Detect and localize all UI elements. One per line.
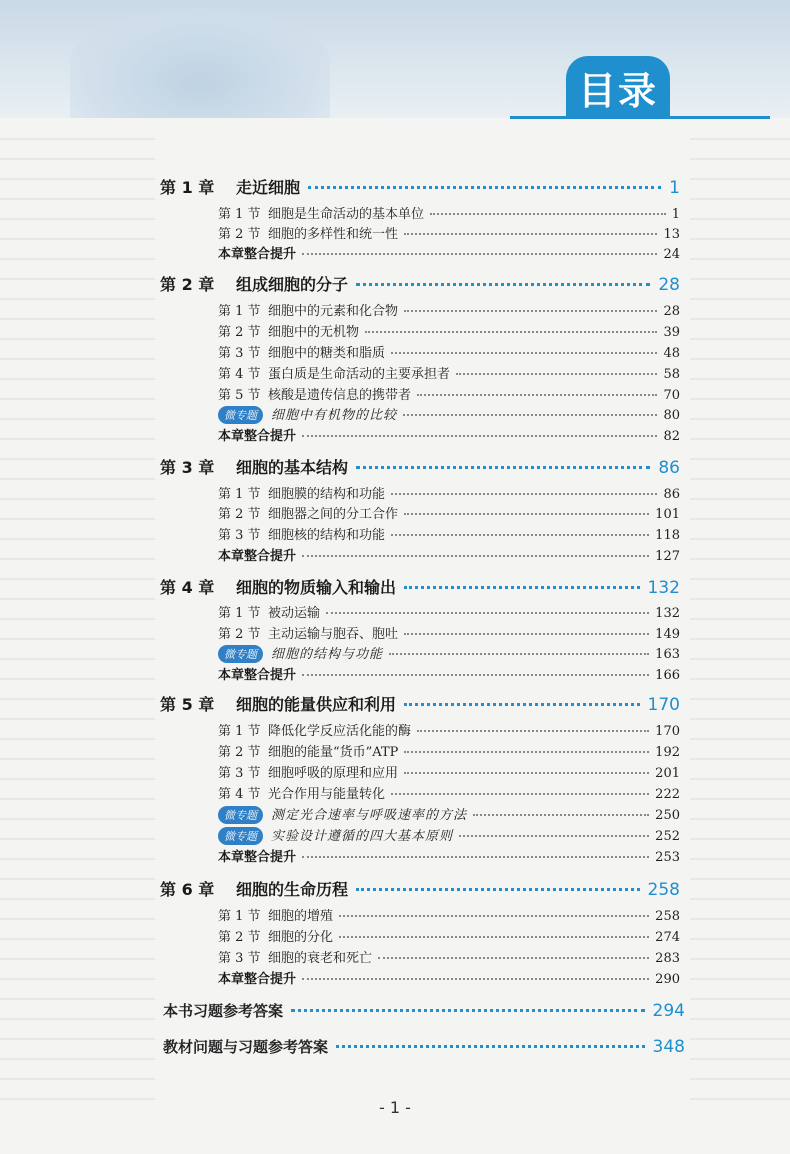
dot-leader: [391, 534, 649, 536]
dot-leader: [456, 373, 657, 375]
section-title: 细胞中的无机物: [268, 325, 360, 340]
section-title: 细胞是生命活动的基本单位: [268, 207, 425, 222]
special-topic-page: 163: [655, 647, 680, 662]
chapter-title: 走近细胞: [236, 178, 301, 197]
section-title: 蛋白质是生命活动的主要承担者: [268, 367, 451, 382]
section-page: 13: [663, 227, 680, 242]
toc-summary[interactable]: [218, 243, 680, 262]
section-page: 101: [655, 507, 680, 522]
dot-leader: [302, 674, 649, 676]
section-label: 第 3 节: [218, 951, 261, 966]
chapter-page: 86: [658, 458, 680, 478]
chapter-page: 258: [647, 880, 680, 900]
section-page: 1: [671, 207, 680, 222]
section-title: 细胞呼吸的原理和应用: [268, 766, 399, 781]
toc-section[interactable]: [218, 762, 680, 781]
toc-special-topic[interactable]: [218, 825, 680, 845]
section-title: 细胞中的元素和化合物: [268, 304, 399, 319]
section-page: 86: [663, 487, 680, 502]
answers-title: 本书习题参考答案: [163, 1002, 284, 1020]
dot-leader: [391, 352, 657, 354]
chapter-label: 第 4 章: [160, 578, 215, 597]
toc-section[interactable]: [218, 741, 680, 760]
dot-leader: [417, 394, 657, 396]
toc-chapter-2[interactable]: [160, 272, 680, 295]
section-label: 第 1 节: [218, 304, 261, 319]
toc-chapter-1[interactable]: [160, 175, 680, 198]
toc-section[interactable]: [218, 503, 680, 522]
summary-page: 127: [655, 549, 680, 564]
toc-summary[interactable]: [218, 545, 680, 564]
dot-leader: [404, 772, 649, 774]
toc-section[interactable]: [218, 602, 680, 621]
section-title: 核酸是遗传信息的携带者: [268, 388, 412, 403]
chapter-title: 细胞的生命历程: [236, 880, 349, 899]
dot-leader: [302, 435, 657, 437]
section-label: 第 1 节: [218, 724, 261, 739]
section-label: 第 2 节: [218, 745, 261, 760]
section-title: 细胞的分化: [268, 930, 334, 945]
dot-leader: [430, 213, 666, 215]
section-page: 58: [663, 367, 680, 382]
chapter-title: 细胞的物质输入和输出: [236, 578, 397, 597]
section-label: 第 2 节: [218, 325, 261, 340]
section-title: 细胞核的结构和功能: [268, 528, 386, 543]
dot-leader: [417, 730, 649, 732]
chapter-page: 132: [647, 578, 680, 598]
section-page: 149: [655, 627, 680, 642]
toc-chapter-5[interactable]: [160, 692, 680, 715]
toc-section[interactable]: [218, 524, 680, 543]
summary-title: 本章整合提升: [218, 429, 297, 444]
dot-leader: [404, 751, 649, 753]
section-page: 274: [655, 930, 680, 945]
chapter-label: 第 5 章: [160, 695, 215, 714]
page-number: - 1 -: [379, 1098, 411, 1117]
dot-leader: [302, 978, 649, 980]
toc-section[interactable]: [218, 321, 680, 340]
summary-title: 本章整合提升: [218, 850, 297, 865]
special-topic-badge: 微专题: [218, 406, 263, 424]
dot-leader: [404, 633, 649, 635]
chapter-page: 28: [658, 275, 680, 295]
section-title: 细胞的衰老和死亡: [268, 951, 373, 966]
section-label: 第 2 节: [218, 930, 261, 945]
section-label: 第 1 节: [218, 606, 261, 621]
toc-summary[interactable]: [218, 846, 680, 865]
dot-leader: [339, 936, 649, 938]
special-topic-page: 252: [655, 829, 680, 844]
summary-title: 本章整合提升: [218, 247, 297, 262]
dot-leader: [356, 283, 650, 286]
dot-leader: [473, 814, 649, 816]
section-label: 第 1 节: [218, 909, 261, 924]
special-topic-page: 250: [655, 808, 680, 823]
dot-leader: [404, 586, 640, 589]
answers-page: 348: [652, 1037, 685, 1057]
section-title: 主动运输与胞吞、胞吐: [268, 627, 399, 642]
dot-leader: [365, 331, 657, 333]
section-label: 第 4 节: [218, 367, 261, 382]
dot-leader: [391, 493, 657, 495]
toc-section[interactable]: [218, 720, 680, 739]
summary-title: 本章整合提升: [218, 972, 297, 987]
section-page: 28: [663, 304, 680, 319]
toc-section[interactable]: [218, 203, 680, 222]
summary-page: 290: [655, 972, 680, 987]
section-page: 170: [655, 724, 680, 739]
toc-section[interactable]: [218, 905, 680, 924]
section-page: 132: [655, 606, 680, 621]
summary-page: 82: [663, 429, 680, 444]
chapter-label: 第 1 章: [160, 178, 215, 197]
section-label: 第 4 节: [218, 787, 261, 802]
section-title: 降低化学反应活化能的酶: [268, 724, 412, 739]
section-label: 第 2 节: [218, 627, 261, 642]
dot-leader: [403, 414, 657, 416]
toc-chapter-4[interactable]: [160, 575, 680, 598]
toc-section[interactable]: [218, 926, 680, 945]
dot-leader: [404, 513, 649, 515]
dot-leader: [378, 957, 649, 959]
dot-leader: [302, 253, 657, 255]
dot-leader: [356, 888, 640, 891]
special-topic-page: 80: [663, 408, 680, 423]
toc-section[interactable]: [218, 223, 680, 242]
dot-leader: [404, 310, 657, 312]
section-label: 第 2 节: [218, 507, 261, 522]
special-topic-badge: 微专题: [218, 645, 263, 663]
summary-title: 本章整合提升: [218, 668, 297, 683]
dot-leader: [404, 703, 640, 706]
section-page: 283: [655, 951, 680, 966]
special-topic-title: 实验设计遵循的四大基本原则: [271, 829, 454, 844]
toc-section[interactable]: [218, 623, 680, 642]
toc-section[interactable]: [218, 947, 680, 966]
summary-page: 24: [663, 247, 680, 262]
dot-leader: [326, 612, 649, 614]
section-label: 第 5 节: [218, 388, 261, 403]
answers-page: 294: [652, 1001, 685, 1021]
dot-leader: [336, 1045, 645, 1048]
chapter-label: 第 6 章: [160, 880, 215, 899]
toc-answers-book[interactable]: [163, 1000, 685, 1021]
section-page: 70: [663, 388, 680, 403]
section-page: 192: [655, 745, 680, 760]
section-title: 被动运输: [268, 606, 321, 621]
section-page: 222: [655, 787, 680, 802]
chapter-label: 第 2 章: [160, 275, 215, 294]
section-page: 201: [655, 766, 680, 781]
chapter-title: 组成细胞的分子: [236, 275, 349, 294]
toc-section[interactable]: [218, 300, 680, 319]
summary-page: 166: [655, 668, 680, 683]
answers-title: 教材问题与习题参考答案: [163, 1038, 329, 1056]
section-title: 细胞的多样性和统一性: [268, 227, 399, 242]
summary-title: 本章整合提升: [218, 549, 297, 564]
dot-leader: [356, 466, 650, 469]
dot-leader: [339, 915, 649, 917]
special-topic-title: 细胞的结构与功能: [271, 647, 384, 662]
special-topic-badge: 微专题: [218, 806, 263, 824]
section-title: 细胞器之间的分工合作: [268, 507, 399, 522]
toc-answers-textbook[interactable]: [163, 1036, 685, 1057]
dot-leader: [389, 653, 649, 655]
section-page: 48: [663, 346, 680, 361]
dot-leader: [302, 555, 649, 557]
section-title: 细胞中的糖类和脂质: [268, 346, 386, 361]
toc-chapter-3[interactable]: [160, 455, 680, 478]
toc-special-topic[interactable]: [218, 804, 680, 824]
section-title: 细胞膜的结构和功能: [268, 487, 386, 502]
special-topic-badge: 微专题: [218, 827, 263, 845]
toc-summary[interactable]: [218, 425, 680, 444]
dot-leader: [459, 835, 649, 837]
chapter-page: 1: [669, 178, 680, 198]
section-label: 第 1 节: [218, 487, 261, 502]
special-topic-title: 测定光合速率与呼吸速率的方法: [271, 808, 468, 823]
section-label: 第 3 节: [218, 346, 261, 361]
section-title: 细胞的增殖: [268, 909, 334, 924]
dot-leader: [308, 186, 661, 189]
toc-special-topic[interactable]: [218, 404, 680, 424]
chapter-page: 170: [647, 695, 680, 715]
chapter-title: 细胞的基本结构: [236, 458, 349, 477]
section-label: 第 3 节: [218, 766, 261, 781]
dot-leader: [291, 1009, 645, 1012]
section-title: 细胞的能量“货币”ATP: [268, 745, 399, 760]
toc-section[interactable]: [218, 384, 680, 403]
section-page: 118: [655, 528, 680, 543]
toc-section[interactable]: [218, 363, 680, 382]
toc-section[interactable]: [218, 483, 680, 502]
dot-leader: [302, 856, 649, 858]
section-label: 第 1 节: [218, 207, 261, 222]
section-page: 39: [663, 325, 680, 340]
dot-leader: [391, 793, 649, 795]
section-title: 光合作用与能量转化: [268, 787, 386, 802]
chapter-title: 细胞的能量供应和利用: [236, 695, 397, 714]
page-title: 目录: [566, 56, 670, 118]
toc-section[interactable]: [218, 783, 680, 802]
chapter-label: 第 3 章: [160, 458, 215, 477]
section-label: 第 3 节: [218, 528, 261, 543]
summary-page: 253: [655, 850, 680, 865]
dot-leader: [404, 233, 657, 235]
toc-section[interactable]: [218, 342, 680, 361]
toc-special-topic[interactable]: [218, 643, 680, 663]
toc-summary[interactable]: [218, 968, 680, 987]
special-topic-title: 细胞中有机物的比较: [271, 408, 398, 423]
toc-summary[interactable]: [218, 664, 680, 683]
toc-chapter-6[interactable]: [160, 877, 680, 900]
section-page: 258: [655, 909, 680, 924]
section-label: 第 2 节: [218, 227, 261, 242]
